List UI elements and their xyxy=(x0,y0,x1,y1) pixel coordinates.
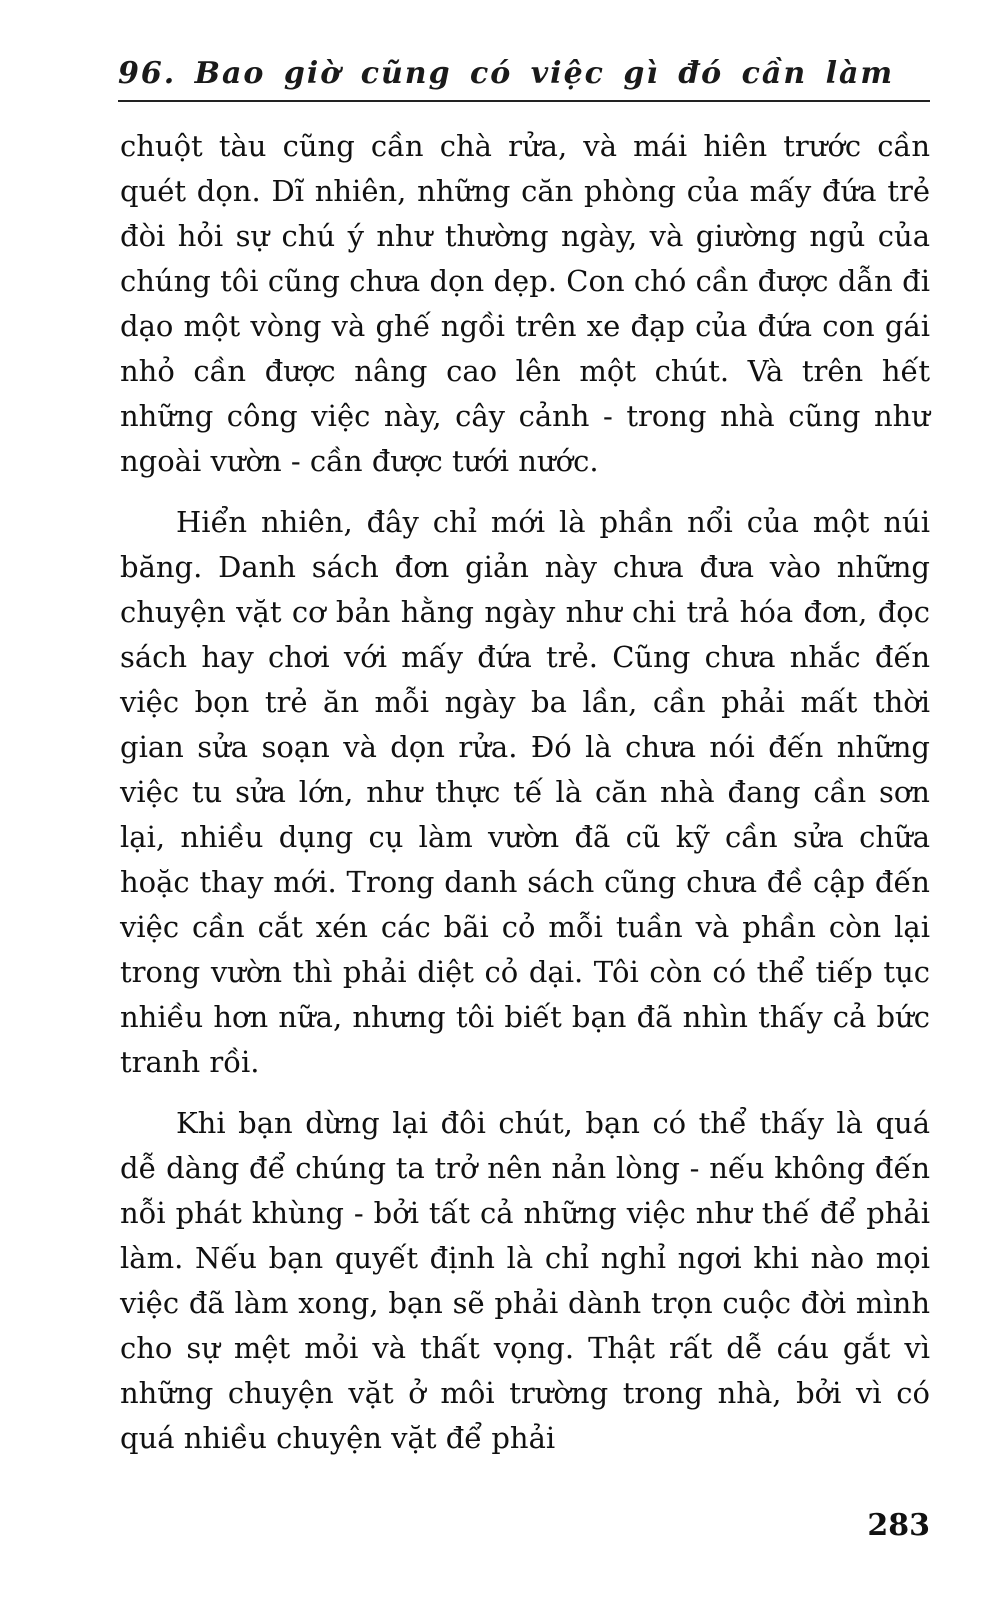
paragraph-continued: chuột tàu cũng cần chà rửa, và mái hiên trước cần quét dọn. Dĩ nhiên, những căn phòng của mấy đứa trẻ đòi hỏi sự chú ý như thường ngày, và giường ngủ của chúng tôi cũng chưa dọn dẹp. Con chó cần được dẫn đi dạo một vòng và ghế ngồi trên xe đạp của đứa con gái nhỏ cần được nâng cao lên một chút. Và trên hết những công việc này, cây cảnh - trong nhà cũng như ngoài vườn - cần được tưới nước. xyxy=(120,129,930,478)
paragraph: Khi bạn dừng lại đôi chút, bạn có thể thấy là quá dễ dàng để chúng ta trở nên nản lòng - nếu không đến nỗi phát khùng - bởi tất cả những việc như thế để phải làm. Nếu bạn quyết định là chỉ nghỉ ngơi khi nào mọi việc đã làm xong, bạn sẽ phải dành trọn cuộc đời mình cho sự mệt mỏi và thất vọng. Thật rất dễ cáu gắt vì những chuyện vặt ở môi trường trong nhà, bởi vì có quá nhiều chuyện vặt để phải xyxy=(120,1106,930,1455)
running-head: 96. Bao giờ cũng có việc gì đó cần làm xyxy=(118,56,895,91)
body-text xyxy=(120,124,930,1461)
page-number: 283 xyxy=(867,1508,930,1543)
header-rule xyxy=(118,100,930,102)
paragraph: Hiển nhiên, đây chỉ mới là phần nổi của một núi băng. Danh sách đơn giản này chưa đưa vào những chuyện vặt cơ bản hằng ngày như chi trả hóa đơn, đọc sách hay chơi với mấy đứa trẻ. Cũng chưa nhắc đến việc bọn trẻ ăn mỗi ngày ba lần, cần phải mất thời gian sửa soạn và dọn rửa. Đó là chưa nói đến những việc tu sửa lớn, như thực tế là căn nhà đang cần sơn lại, nhiều dụng cụ làm vườn đã cũ kỹ cần sửa chữa hoặc thay mới. Trong danh sách cũng chưa đề cập đến việc cần cắt xén các bãi cỏ mỗi tuần và phần còn lại trong vườn thì phải diệt cỏ dại. Tôi còn có thể tiếp tục nhiều hơn nữa, nhưng tôi biết bạn đã nhìn thấy cả bức tranh rồi. xyxy=(120,505,930,1079)
